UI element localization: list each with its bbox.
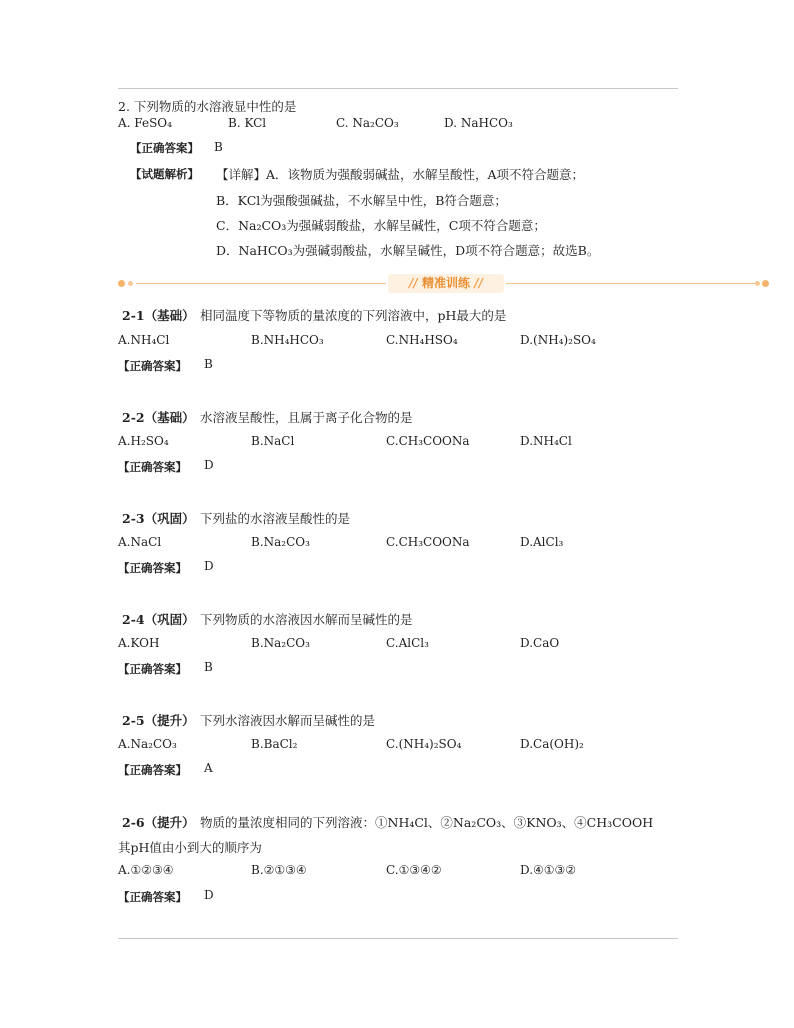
question-2-4-option-a: A.KOH [118,636,160,650]
banner-title: 精准训练 [421,276,470,290]
question-2-1-answer: B [204,357,213,371]
question-2-1-option-b: B.NH₄HCO₃ [251,333,324,347]
q2-option-c: C. Na₂CO₃ [336,116,399,130]
question-2-6-stem: 物质的量浓度相同的下列溶液：①NH₄Cl、②Na₂CO₃、③KNO₃、④CH₃COOH [200,815,654,830]
question-number: 2-6 [122,815,145,830]
banner-line-left [136,283,386,284]
question-2-5-option-b: B.BaCl₂ [251,737,298,751]
q2-option-d: D. NaHCO₃ [444,116,513,130]
question-2-6-stem-continued: 其pH值由小到大的顺序为 [118,840,262,855]
question-2-5-option-c: C.(NH₄)₂SO₄ [386,737,462,751]
top-rule [118,88,678,89]
q2-option-a: A. FeSO₄ [118,116,172,130]
question-level: （提升） [144,713,195,728]
question-2-6-option-a: A.①②③④ [118,863,174,877]
question-2-2-option-d: D.NH₄Cl [520,434,572,448]
question-number: 2-5 [122,713,145,728]
question-2-6-option-d: D.④①③② [520,863,577,877]
question-2-4-answer: B [204,660,213,674]
question-2-4-option-b: B.Na₂CO₃ [251,636,310,650]
question-2-3-stem: 下列盐的水溶液呈酸性的是 [200,511,351,526]
question-2-6-header [122,813,195,831]
question-2-4-stem: 下列物质的水溶液因水解而呈碱性的是 [200,612,413,627]
q2-analysis-line-4: D．NaHCO₃为强碱弱酸盐，水解呈碱性，D项不符合题意；故选B。 [216,243,600,258]
bottom-rule [118,938,678,939]
question-level: （基础） [144,410,195,425]
question-2-1-stem: 相同温度下等物质的量浓度的下列溶液中，pH最大的是 [200,308,507,323]
question-level: （巩固） [144,511,195,526]
question-2-4-option-c: C.AlCl₃ [386,636,429,650]
question-2-2-stem: 水溶液呈酸性，且属于离子化合物的是 [200,410,413,425]
question-2-2-option-a: A.H₂SO₄ [118,434,169,448]
question-2-6-answer-label: 【正确答案】 [118,890,187,904]
question-2-5-answer-label: 【正确答案】 [118,763,187,777]
q2-analysis-label: 【试题解析】 [130,167,199,181]
question-2-6-option-b: B.②①③④ [251,863,307,877]
banner-dot-right-small [755,281,760,286]
question-2-3-answer-label: 【正确答案】 [118,561,187,575]
question-2-5-header [122,711,195,729]
question-2-6-answer: D [204,888,214,902]
question-2-5-stem: 下列水溶液因水解而呈碱性的是 [200,713,376,728]
question-2-3-option-c: C.CH₃COONa [386,535,470,549]
question-2-2-answer: D [204,458,214,472]
question-2-4-header [122,610,195,628]
q2-analysis-line-2: B．KCl为强酸强碱盐，不水解呈中性，B符合题意； [216,193,507,208]
q2-answer: B [214,140,223,154]
question-2-3-option-d: D.AlCl₃ [520,535,564,549]
banner-dot-left-small [128,281,133,286]
question-2-1-header [122,306,195,324]
q2-answer-label: 【正确答案】 [130,141,199,155]
question-2-1-option-c: C.NH₄HSO₄ [386,333,458,347]
question-2-3-answer: D [204,559,214,573]
q2-option-b: B. KCl [228,116,267,130]
banner-dot-right [762,280,769,287]
q2-analysis-line-3: C．Na₂CO₃为强碱弱酸盐，水解呈碱性，C项不符合题意； [216,218,546,233]
question-2-4-answer-label: 【正确答案】 [118,662,187,676]
question-2-3-option-a: A.NaCl [118,535,162,549]
question-2-2-header [122,408,195,426]
question-level: （巩固） [144,612,195,627]
q2-stem: 2. 下列物质的水溶液显中性的是 [118,99,297,114]
banner-mark-left: // [409,276,418,290]
q2-analysis-line-1: 【详解】A．该物质为强酸弱碱盐，水解呈酸性，A项不符合题意； [216,167,585,182]
question-2-4-option-d: D.CaO [520,636,560,650]
banner-mark-right: // [474,276,483,290]
question-2-1-option-d: D.(NH₄)₂SO₄ [520,333,596,347]
question-2-2-option-b: B.NaCl [251,434,295,448]
question-2-1-option-a: A.NH₄Cl [118,333,170,347]
question-2-3-option-b: B.Na₂CO₃ [251,535,310,549]
question-level: （提升） [144,815,195,830]
question-number: 2-2 [122,410,145,425]
question-number: 2-4 [122,612,145,627]
question-2-3-header [122,509,195,527]
question-2-5-option-d: D.Ca(OH)₂ [520,737,584,751]
question-2-5-answer: A [204,761,213,775]
question-number: 2-1 [122,308,145,323]
question-2-2-option-c: C.CH₃COONa [386,434,470,448]
question-2-5-option-a: A.Na₂CO₃ [118,737,177,751]
banner-dot-left [118,280,125,287]
section-banner [118,274,768,294]
banner-title-box [388,274,504,293]
question-2-2-answer-label: 【正确答案】 [118,460,187,474]
banner-line-right [506,283,756,284]
question-number: 2-3 [122,511,145,526]
question-2-6-option-c: C.①③④② [386,863,442,877]
question-level: （基础） [144,308,195,323]
question-2-1-answer-label: 【正确答案】 [118,359,187,373]
